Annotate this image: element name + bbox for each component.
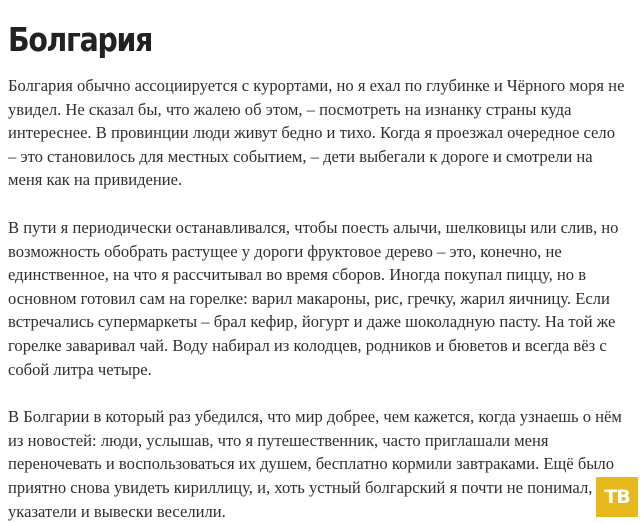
article-title: Болгария (8, 18, 548, 62)
text-line: указатели и вывески веселили. (8, 500, 636, 523)
text-line: переночевать и воспользоваться их душем, бесплатно кормили завтраками. Ещё было (8, 452, 636, 476)
text-line: горелке заваривал чай. Воду набирал из колодцев, родников и бюветов и всегда вёз с (8, 334, 636, 358)
watermark-text: ТВ (604, 486, 629, 508)
text-line: из новостей: люди, услышав, что я путешественник, часто приглашали меня (8, 429, 636, 453)
article (8, 18, 636, 523)
paragraph-3 (8, 405, 636, 523)
text-line: возможность обобрать растущее у дороги фруктовое дерево – это, конечно, не (8, 240, 636, 264)
text-line: В Болгарии в который раз убедился, что мир добрее, чем кажется, когда узнаешь о нём (8, 405, 636, 429)
paragraph-1 (8, 74, 636, 192)
text-line: единственное, на что я рассчитывал во время сборов. Иногда покупал пиццу, но в (8, 263, 636, 287)
text-line: собой литра четыре. (8, 358, 636, 382)
text-line: В пути я периодически останавливался, чтобы поесть алычи, шелковицы или слив, но (8, 216, 636, 240)
text-line: основном готовил сам на горелке: варил макароны, рис, гречку, жарил яичницу. Если (8, 287, 636, 311)
text-line: встречались супермаркеты – брал кефир, йогурт и даже шоколадную пасту. На той же (8, 310, 636, 334)
text-line: интереснее. В провинции люди живут бедно и тихо. Когда я проезжал очередное село (8, 121, 636, 145)
text-line: меня как на привидение. (8, 168, 636, 192)
text-line: Болгария обычно ассоциируется с курортами, но я ехал по глубинке и Чёрного моря не (8, 74, 636, 98)
watermark-logo (596, 477, 638, 517)
text-line: увидел. Не сказал бы, что жалею об этом, – посмотреть на изнанку страны куда (8, 98, 636, 122)
paragraph-2 (8, 216, 636, 381)
text-line: – это становилось для местных событием, – дети выбегали к дороге и смотрели на (8, 145, 636, 169)
text-line: приятно снова увидеть кириллицу, и, хоть устный болгарский я почти не понимал, (8, 476, 636, 500)
